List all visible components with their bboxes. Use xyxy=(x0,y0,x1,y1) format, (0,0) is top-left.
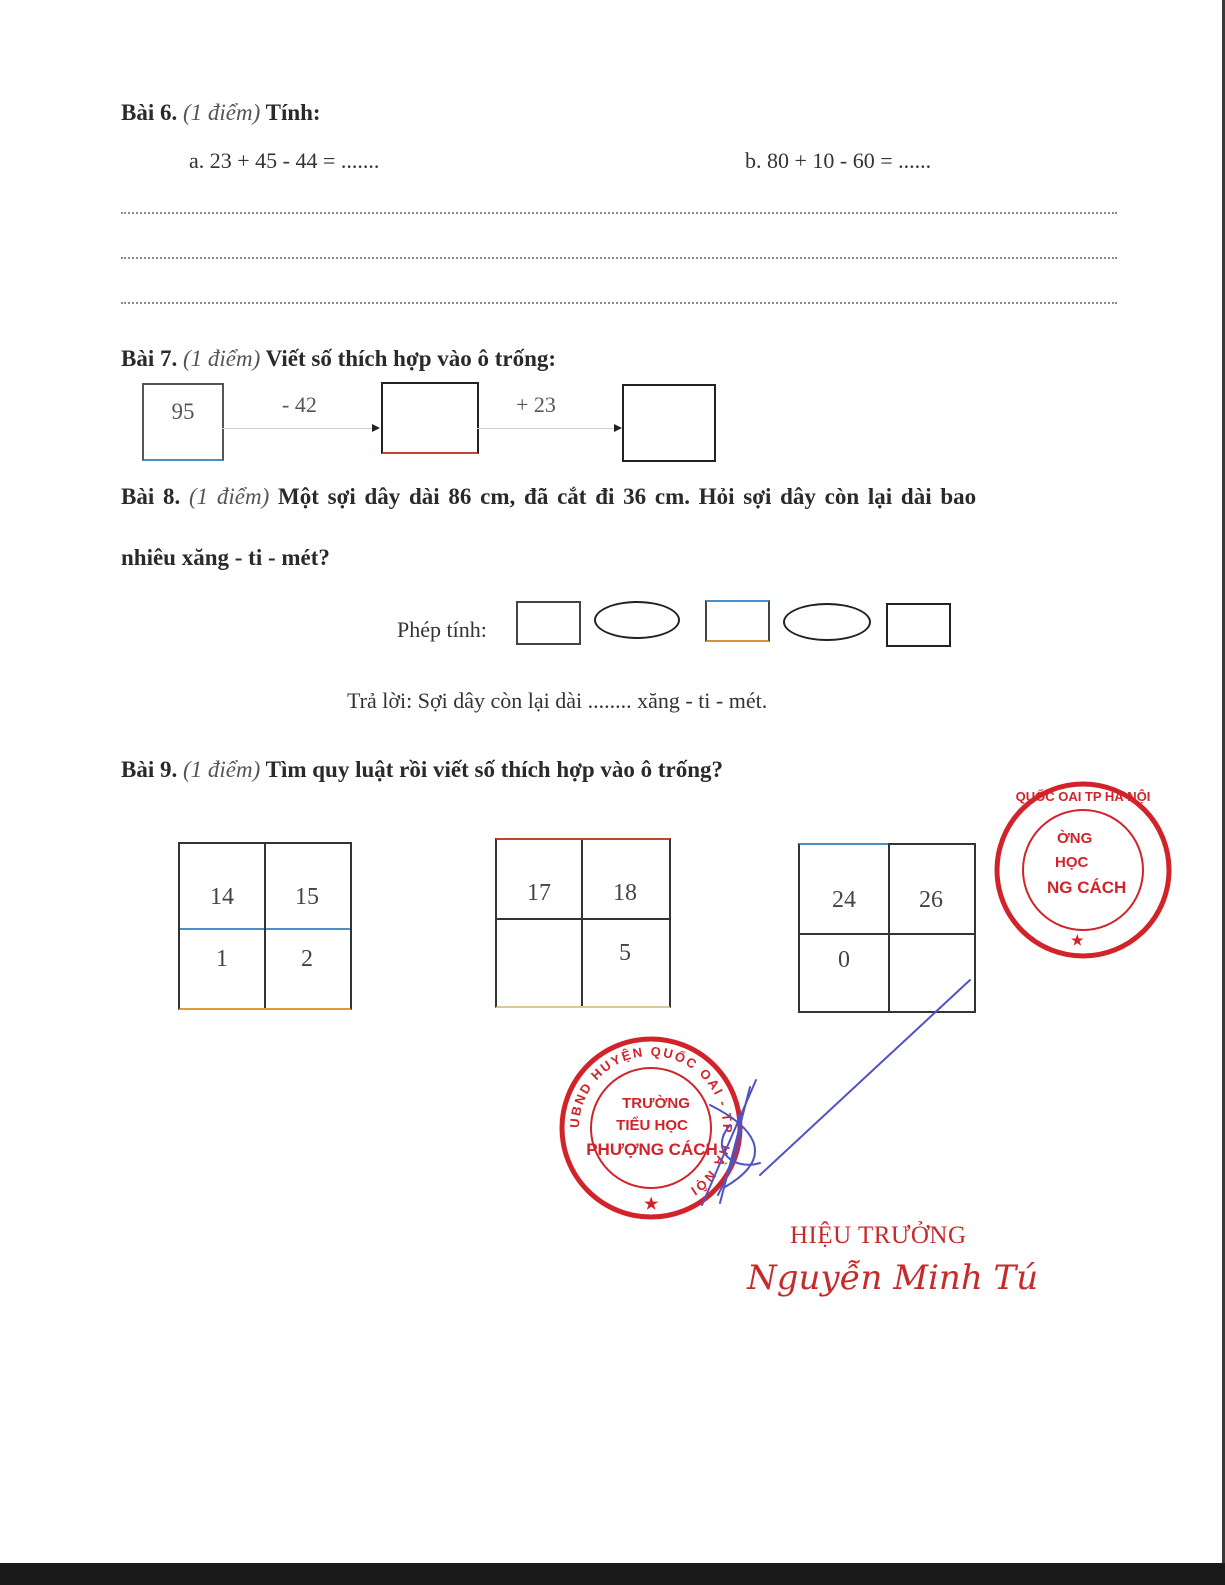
signature-scribble xyxy=(690,975,980,1215)
q9-grid-1 xyxy=(178,842,352,1010)
grid-cell xyxy=(798,843,890,935)
q9-heading xyxy=(121,757,723,783)
grid-cell[interactable] xyxy=(495,918,583,1008)
q7-arrow-2-head xyxy=(614,424,622,432)
svg-text:★: ★ xyxy=(1071,932,1084,948)
grid-cell xyxy=(495,838,583,920)
q8-calc-box-1[interactable] xyxy=(516,601,581,645)
q7-heading xyxy=(121,346,556,372)
q6-part-b: b. 80 + 10 - 60 = ...... xyxy=(745,148,932,173)
grid-cell xyxy=(581,838,671,920)
grid-value: 15 xyxy=(295,884,319,910)
grid-value: 5 xyxy=(619,940,631,966)
q9-grid-2 xyxy=(495,838,671,1008)
grid-cell xyxy=(888,843,976,935)
q9-points: (1 điểm) xyxy=(182,757,261,782)
grid-cell xyxy=(178,842,266,930)
grid-value: 2 xyxy=(301,946,313,972)
q8-calc-box-3[interactable] xyxy=(886,603,951,647)
q7-arrow-1-line xyxy=(222,428,372,429)
q7-label: Bài 7. xyxy=(121,346,178,371)
q9-title: Tìm quy luật rồi viết số thích hợp vào ô trống? xyxy=(265,757,724,782)
q8-points: (1 điểm) xyxy=(188,484,270,509)
grid-value: 1 xyxy=(216,946,228,972)
stamp-line1: TRƯỜNG xyxy=(622,1095,690,1112)
q7-arrow-2-line xyxy=(477,428,615,429)
q8-calc-oval-2[interactable] xyxy=(783,603,871,641)
q7-op2: + 23 xyxy=(516,392,556,417)
stamp-partial-line1: ỜNG xyxy=(1057,830,1093,847)
grid-value: 18 xyxy=(613,880,637,906)
q7-start-value: 95 xyxy=(171,399,195,424)
q6-points: (1 điểm) xyxy=(182,100,261,125)
stamp-partial-line2: HỌC xyxy=(1055,854,1089,871)
stamp-partial-line3: NG CÁCH xyxy=(1047,878,1127,897)
answer-line-3 xyxy=(121,302,1117,304)
q6-label: Bài 6. xyxy=(121,100,178,125)
answer-line-1 xyxy=(121,212,1117,214)
grid-cell xyxy=(264,928,352,1010)
q7-title: Viết số thích hợp vào ô trống: xyxy=(265,346,557,371)
q8-title-line2: nhiêu xăng - ti - mét? xyxy=(121,545,330,570)
q6-part-a: a. 23 + 45 - 44 = ....... xyxy=(189,148,380,173)
grid-value: 24 xyxy=(832,887,856,913)
q7-op1: - 42 xyxy=(282,392,317,417)
stamp-line2: TIỂU HỌC xyxy=(616,1117,688,1134)
q8-heading xyxy=(121,484,976,510)
stamp-line3: PHƯỢNG CÁCH xyxy=(586,1140,718,1159)
stamp-ring-text: UBND HUYỆN QUỐC OAI - TP. HÀ NỘI xyxy=(566,1043,736,1200)
q7-points: (1 điểm) xyxy=(182,346,261,371)
svg-text:★: ★ xyxy=(644,1196,659,1213)
grid-cell xyxy=(178,928,266,1010)
q8-title-line1: Một sợi dây dài 86 cm, đã cắt đi 36 cm. Hỏi sợi dây còn lại dài bao xyxy=(278,484,977,509)
q7-arrow-1-head xyxy=(372,424,380,432)
principal-name: Nguyễn Minh Tú xyxy=(747,1258,1039,1298)
q7-answer-box-1[interactable] xyxy=(381,382,479,454)
answer-line-2 xyxy=(121,257,1117,259)
q9-label: Bài 9. xyxy=(121,757,178,782)
q6-title: Tính: xyxy=(265,100,321,125)
q8-calc-box-2[interactable] xyxy=(705,600,770,642)
school-stamp-partial xyxy=(1015,775,1165,965)
grid-value: 17 xyxy=(527,880,551,906)
q8-label: Bài 8. xyxy=(121,484,181,509)
grid-cell xyxy=(581,918,671,1008)
q8-calc-oval-1[interactable] xyxy=(594,601,680,639)
grid-value: 14 xyxy=(210,884,234,910)
q6-heading xyxy=(121,100,321,126)
grid-value: 0 xyxy=(838,947,850,973)
grid-value: 26 xyxy=(919,887,943,913)
q8-calc-label: Phép tính: xyxy=(397,617,487,642)
principal-title: HIỆU TRƯỞNG xyxy=(790,1222,967,1249)
grid-cell xyxy=(264,842,352,930)
q7-start-box xyxy=(142,383,224,461)
scan-bottom-edge xyxy=(0,1563,1225,1585)
q7-answer-box-2[interactable] xyxy=(622,384,716,462)
stamp-partial-ring: QUỐC OAI TP HÀ NỘI xyxy=(1015,789,1151,804)
q8-answer: Trả lời: Sợi dây còn lại dài ........ xăng - ti - mét. xyxy=(347,688,768,713)
